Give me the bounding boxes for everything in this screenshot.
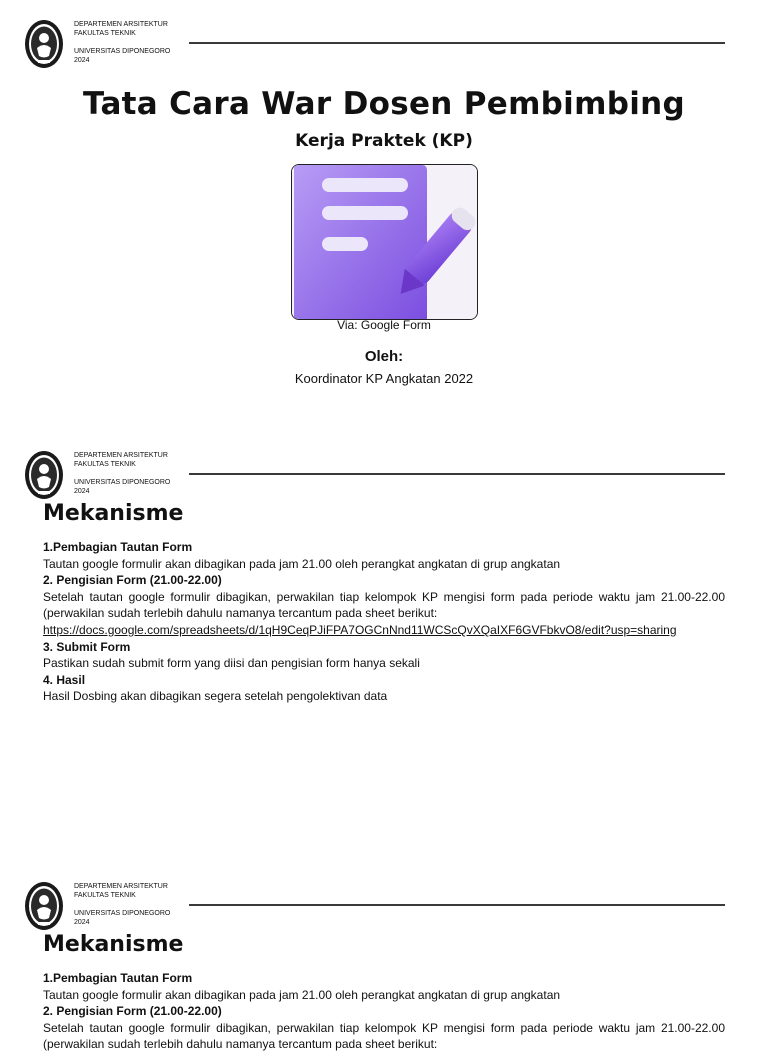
page-header xyxy=(0,18,768,74)
step-2-heading: 2. Pengisian Form (21.00-22.00) xyxy=(43,573,222,588)
step-3-text: Pastikan sudah submit form yang diisi dan pengisian form hanya sekali xyxy=(43,656,420,671)
header-rule xyxy=(189,473,725,475)
step-1-heading: 1.Pembagian Tautan Form xyxy=(43,540,193,554)
undip-logo-icon xyxy=(24,18,64,70)
header-year: 2024 xyxy=(74,919,90,926)
section-title: Mekanisme xyxy=(43,501,184,526)
university-name: UNIVERSITAS DIPONEGORO xyxy=(74,479,171,486)
university-name: UNIVERSITAS DIPONEGORO xyxy=(74,48,171,55)
dept-name: DEPARTEMEN ARSITEKTUR xyxy=(74,21,168,28)
faculty-name: FAKULTAS TEKNIK xyxy=(74,461,136,468)
university-name: UNIVERSITAS DIPONEGORO xyxy=(74,910,171,917)
header-rule xyxy=(189,904,725,906)
step-2-text: Setelah tautan google formulir dibagikan, perwakilan tiap kelompok KP mengisi form pada periode waktu jam 21.00-22.00 (perwakilan sudah terlebih dahulu namanya tercantum pada sheet berikut: xyxy=(43,1020,725,1052)
step-3-heading: 3. Submit Form xyxy=(43,639,131,654)
step-1-heading: 1.Pembagian Tautan Form xyxy=(43,971,193,985)
header-institution xyxy=(74,20,170,65)
cover-title: Tata Cara War Dosen Pembimbing xyxy=(83,86,685,122)
faculty-name: FAKULTAS TEKNIK xyxy=(74,30,136,37)
header-rule xyxy=(189,42,725,44)
cover-page xyxy=(0,18,768,418)
step-4-text: Hasil Dosbing akan dibagikan segera setelah pengolektivan data xyxy=(43,689,388,704)
form-illustration xyxy=(291,164,478,320)
step-1-text: Tautan google formulir akan dibagikan pada jam 21.00 oleh perangkat angkatan di grup angkatan xyxy=(43,556,561,571)
document-pencil-icon xyxy=(292,165,477,319)
header-institution xyxy=(74,451,170,496)
header-year: 2024 xyxy=(74,488,90,495)
section-title: Mekanisme xyxy=(43,932,184,957)
page-header xyxy=(0,449,768,505)
mekanisme-steps xyxy=(43,970,725,1053)
step-2-text: Setelah tautan google formulir dibagikan, perwakilan tiap kelompok KP mengisi form pada periode waktu jam 21.00-22.00 (perwakilan sudah terlebih dahulu namanya tercantum pada sheet berikut: xyxy=(43,589,725,621)
step-4-heading: 4. Hasil xyxy=(43,672,86,687)
undip-logo-icon xyxy=(24,880,64,932)
faculty-name: FAKULTAS TEKNIK xyxy=(74,892,136,899)
undip-logo-icon xyxy=(24,449,64,501)
via-caption: Via: Google Form xyxy=(337,318,431,332)
step-1-text: Tautan google formulir akan dibagikan pada jam 21.00 oleh perangkat angkatan di grup angkatan xyxy=(43,987,561,1002)
oleh-label: Oleh: xyxy=(364,348,404,365)
mekanisme-steps xyxy=(43,539,725,705)
author-name: Koordinator KP Angkatan 2022 xyxy=(294,371,474,386)
mekanisme-page xyxy=(0,449,768,869)
cover-subtitle: Kerja Praktek (KP) xyxy=(295,131,473,151)
mekanisme-page-repeat xyxy=(0,880,768,1052)
sheet-link[interactable]: https://docs.google.com/spreadsheets/d/1qH9CeqPJiFPA7OGCnNnd11WCScQvXQaIXF6GVFbkvO8/edit?usp=sharing xyxy=(43,622,677,637)
dept-name: DEPARTEMEN ARSITEKTUR xyxy=(74,883,168,890)
page-header xyxy=(0,880,768,936)
header-year: 2024 xyxy=(74,57,90,64)
step-2-heading: 2. Pengisian Form (21.00-22.00) xyxy=(43,1004,222,1019)
header-institution xyxy=(74,882,170,927)
dept-name: DEPARTEMEN ARSITEKTUR xyxy=(74,452,168,459)
